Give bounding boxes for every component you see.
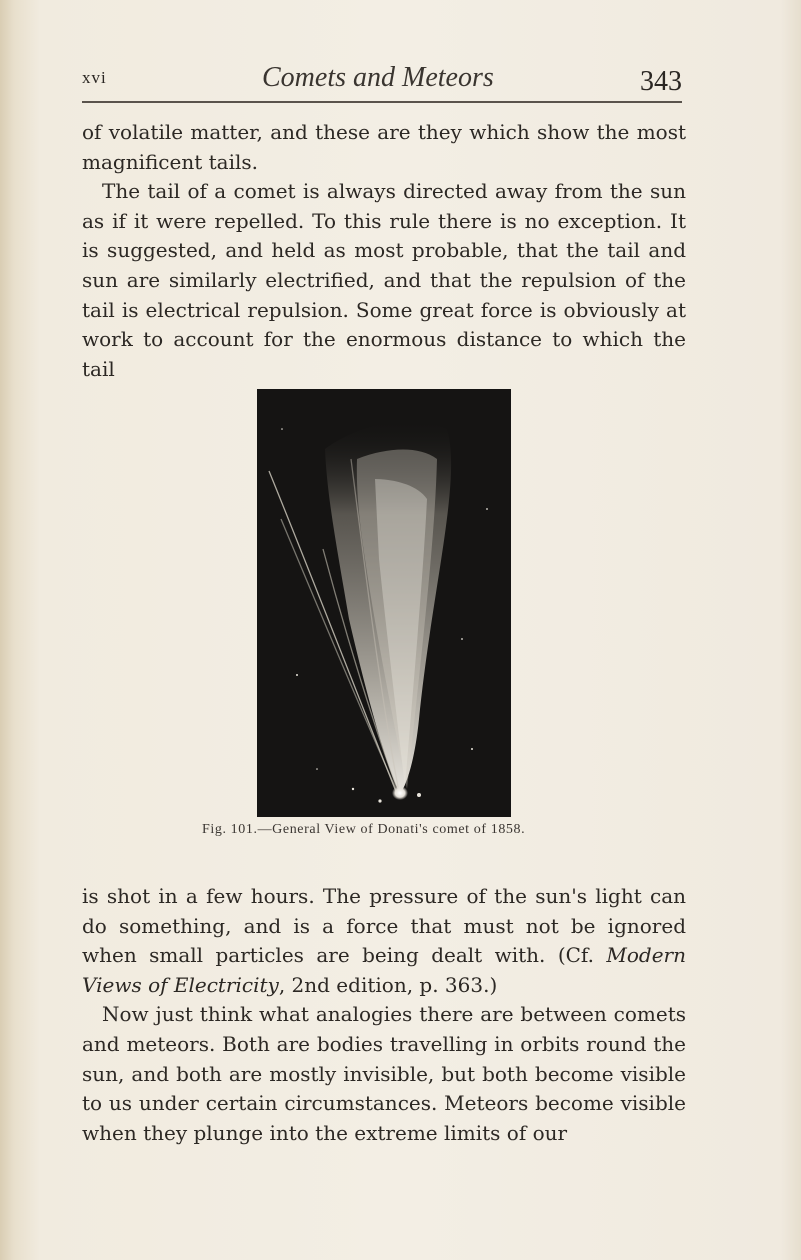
paragraph-sunlight-end: , 2nd edition, p. 363.) <box>278 972 498 997</box>
paragraph-comet-tail <box>82 177 686 384</box>
paragraph-analogies <box>82 1000 686 1148</box>
paragraph-sunlight-pressure <box>82 882 686 1000</box>
paragraph-analogies-text: Now just think what analogies there are between comets and meteors. Both are bodies travelling in orbits round the sun, and both are mostly invisible, but both become visible to us under certain circumstances. Meteors become visible when they plunge into the extreme limits of our <box>82 1002 686 1145</box>
running-header <box>82 62 682 102</box>
figure-caption: Fig. 101.—General View of Donati's comet of 1858. <box>202 822 526 837</box>
paragraph-sunlight-text: is shot in a few hours. The pressure of the sun's light can do something, and is a force that must not be ignored when small particles are being dealt with. (Cf. <box>82 884 686 968</box>
comet-head <box>392 786 408 800</box>
donati-comet-figure <box>257 389 511 817</box>
text-block-bottom <box>82 882 686 1148</box>
header-rule <box>82 101 682 103</box>
book-reference-title: Modern Views of Electricity <box>82 943 686 997</box>
running-title: Comets and Meteors <box>262 62 494 93</box>
paragraph-continuation: of volatile matter, and these are they which show the most magnificent tails. <box>82 120 686 174</box>
paragraph-comet-tail-text: The tail of a comet is always directed away from the sun as if it were repelled. To this rule there is no exception. It is suggested, and held as most probable, that the tail and sun are similarly electrified, and that the repulsion of the tail is electrical repulsion. Some great force is obviously at work to account for the enormous distance to which the tail <box>82 179 686 381</box>
text-block-top <box>82 118 686 384</box>
page-number: 343 <box>640 66 682 97</box>
running-header-left: xvi <box>82 68 107 87</box>
